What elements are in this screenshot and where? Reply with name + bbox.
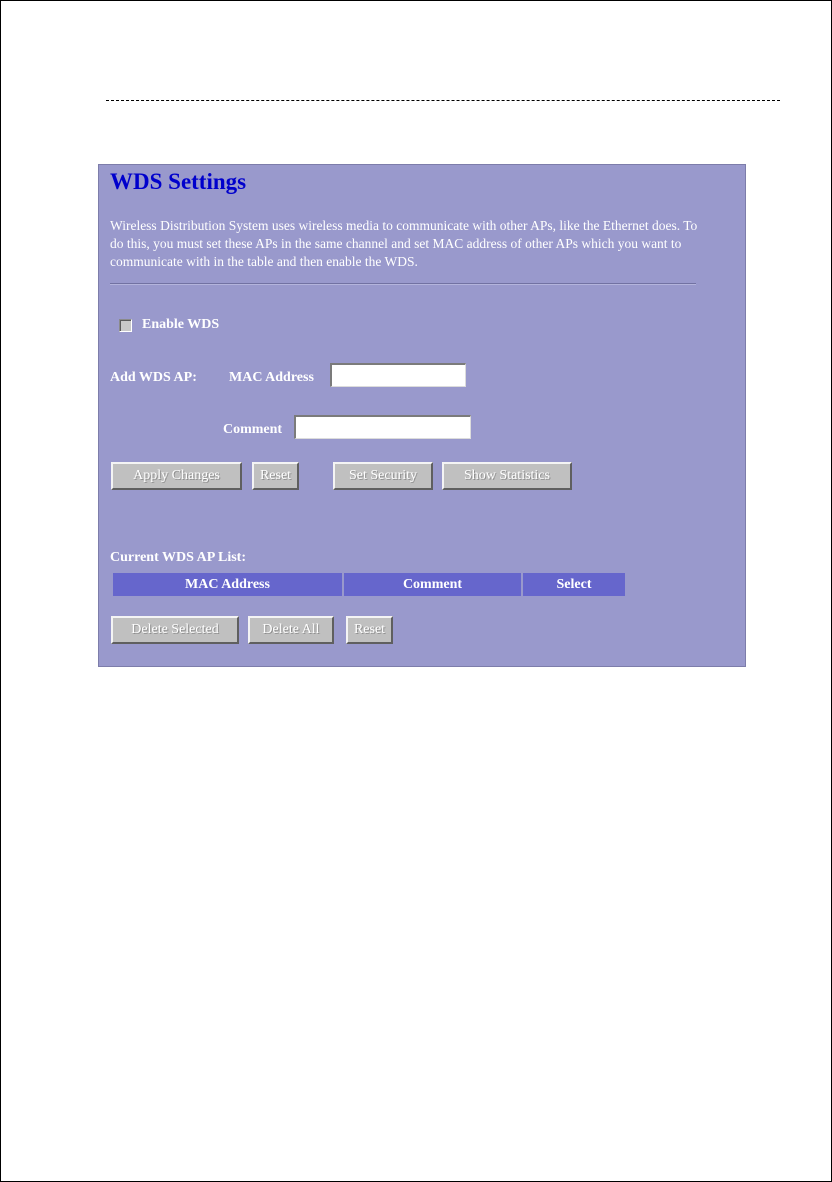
delete-selected-button[interactable]: Delete Selected [111,616,239,644]
wds-ap-table-header [113,573,627,596]
delete-all-button[interactable]: Delete All [248,616,334,644]
enable-wds-checkbox[interactable] [119,319,132,332]
mac-address-label: MAC Address [229,370,314,385]
set-security-button[interactable]: Set Security [333,462,433,490]
comment-label: Comment [223,422,283,437]
reset-button[interactable]: Reset [252,462,299,490]
enable-wds-row [119,317,219,333]
list-reset-button[interactable]: Reset [346,616,393,644]
header-divider [106,100,780,101]
wds-settings-panel [98,164,746,667]
column-header-mac: MAC Address [113,573,342,596]
comment-input[interactable] [294,415,471,439]
column-header-comment: Comment [344,573,521,596]
column-header-select: Select [523,573,625,596]
apply-changes-button[interactable]: Apply Changes [111,462,242,490]
description-text: Wireless Distribution System uses wireless media to communicate with other APs, like the Ethernet does. To do this, you must set these APs in the same channel and set MAC address of other APs which you want to communicate with in the table and then enable the WDS. [110,218,698,269]
section-divider [110,283,696,285]
add-wds-ap-label: Add WDS AP: [110,370,197,385]
enable-wds-label: Enable WDS [142,317,220,332]
current-list-title: Current WDS AP List: [110,550,246,565]
mac-address-input[interactable] [330,363,466,387]
page-title: WDS Settings [110,169,247,194]
show-statistics-button[interactable]: Show Statistics [442,462,572,490]
